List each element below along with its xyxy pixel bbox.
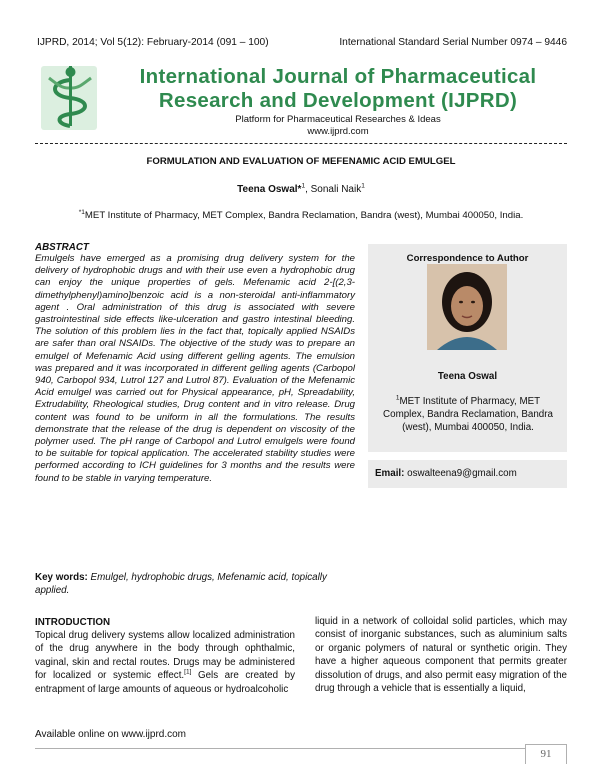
correspondence-address-sup: 1 (395, 394, 400, 402)
running-header-right: International Standard Serial Number 0974 – 9446 (339, 37, 567, 48)
intro-col1-part1: Topical drug delivery systems allow localized administration of the drug anywhere in the body through ophthalmic, vaginal, skin and rectal routes. Drugs may be administered for localized or systemic effect. (35, 630, 295, 682)
author-photo (427, 264, 507, 350)
box-separator (368, 452, 567, 460)
affiliation-sup: *1 (78, 208, 85, 216)
introduction-heading: INTRODUCTION (35, 617, 111, 628)
introduction-column-1 (35, 629, 295, 696)
author-1: Teena Oswal* (237, 184, 302, 195)
footer-availability: Available online on www.ijprd.com (35, 729, 187, 740)
page-number: 91 (525, 744, 567, 764)
affiliation (35, 210, 567, 221)
author-1-sup: 1 (301, 182, 306, 190)
email-line (375, 468, 517, 479)
citation-1[interactable]: [1] (184, 668, 192, 676)
correspondence-address-text: MET Institute of Pharmacy, MET Complex, Bandra Reclamation, Bandra (west), Mumbai 400050, India. (383, 396, 553, 433)
abstract-heading: ABSTRACT (35, 242, 89, 253)
journal-title-line2: Research and Development (IJPRD) (158, 89, 518, 112)
author-separator: , (305, 184, 311, 195)
journal-logo (35, 62, 101, 134)
correspondence-heading: Correspondence to Author (406, 253, 529, 264)
author-2: Sonali Naik (310, 184, 362, 195)
running-header-left: IJPRD, 2014; Vol 5(12): February-2014 (091 – 100) (37, 37, 269, 48)
email-box (368, 460, 567, 488)
footer-rule (35, 748, 525, 749)
journal-website[interactable]: www.ijprd.com (307, 126, 369, 137)
keywords-text: Emulgel, hydrophobic drugs, Mefenamic acid, topically applied. (35, 572, 327, 596)
journal-title (108, 65, 568, 113)
running-header (37, 37, 567, 48)
keywords (35, 571, 355, 597)
author-portrait-icon (427, 264, 507, 350)
header-divider (35, 143, 567, 144)
email-address[interactable]: oswalteena9@gmail.com (407, 468, 517, 479)
journal-tagline: Platform for Pharmaceutical Researches & Ideas (235, 114, 441, 125)
email-label: Email: (375, 468, 405, 479)
author-2-sup: 1 (361, 182, 365, 190)
affiliation-text: MET Institute of Pharmacy, MET Complex, Bandra Reclamation, Bandra (west), Mumbai 400050, India. (84, 210, 524, 221)
intro-col1-part2: Gels are created by entrapment of large amounts of aqueous or hydroalcoholic (35, 670, 295, 695)
journal-title-line1: International Journal of Pharmaceutical (139, 65, 537, 88)
correspondence-name: Teena Oswal (437, 371, 498, 382)
introduction-column-2: liquid in a network of colloidal solid particles, which may consist of inorganic substances, such as aluminium salts or organic polymers of natural or synthetic origin. They have a higher aqueous component that permits greater dissolution of drugs, and also permit easy migration of the drug through a vehicle that is essentially a liquid, (315, 616, 567, 695)
correspondence-address (383, 395, 553, 434)
author-list (35, 184, 567, 195)
abstract-text: Emulgels have emerged as a promising drug delivery system for the delivery of hydrophobic drugs and with their use even a hydrophobic drug can enjoy the unique properties of gels. Mefenamic acid 2-[(2,3-dimethylphenyl)amino]benzoic acid is a non-steroidal anti-inflammatory agent . Oral administration of this drug is associated with severe gastrointestinal side effects like-ulceration and gastro intestinal bleeding. The solution of this problem lies in the fact that, topically applied NSAIDs are safer than oral NSAIDs. The objective of the study was to prepare an emulgel of Mefenamic Acid using different gelling agents. The emulsion was prepared and it was incorporated in different gelling agents (Carbopol 940, Carbopol 934, Lutrol 127 and Lutrol 87). Evaluation of the Mefenamic Acid emulgel was carried out for Physical appearance, pH, Spreadability, Extrudability, Rheological studies, Drug content and in vitro release. Drug content was found to be uniform in all the formulations. The results demonstrate that the release of the drug is dependent on viscosity of the polymer used. The pH range of Carbopol and Lutrol emulgels were found to be suitable for topical application. The accelerated stability studies were performed according to ICH guidelines for 3 months and the results were found to be stable in varying temperature. (35, 253, 355, 484)
caduceus-logo-icon (35, 62, 101, 134)
keywords-label: Key words: (35, 572, 88, 583)
article-title: FORMULATION AND EVALUATION OF MEFENAMIC ACID EMULGEL (146, 156, 456, 167)
